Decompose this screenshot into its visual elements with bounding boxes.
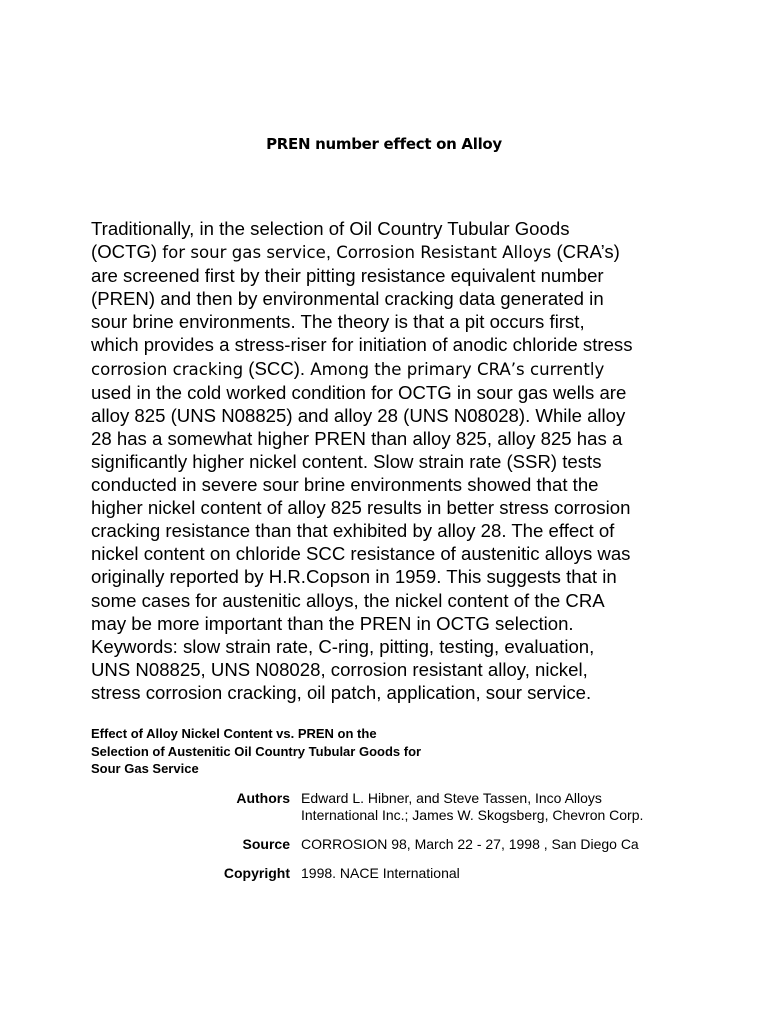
metadata-label: Authors (236, 790, 290, 806)
abstract-text-run: Among the primary CRA’s currently (310, 359, 605, 379)
abstract-text-run: (SCC). (243, 357, 311, 379)
abstract-line (91, 240, 691, 264)
abstract-text-run: corrosion cracking (91, 359, 244, 379)
abstract-text-run: , (325, 241, 337, 263)
abstract-line (91, 473, 691, 496)
abstract-text-run: conducted in severe sour brine environments showed that the (91, 474, 599, 496)
metadata-value-line: Edward L. Hibner, and Steve Tassen, Inco Alloys (301, 790, 602, 806)
metadata-row-authors (190, 790, 710, 824)
abstract-text-run: stress corrosion cracking, oil patch, application, sour service. (91, 681, 592, 703)
abstract-line (91, 658, 691, 681)
page-title: PREN number effect on Alloy (266, 135, 502, 153)
abstract-text-run: some cases for austenitic alloys, the nickel content of the CRA (91, 589, 605, 611)
abstract-text-run: originally reported by H.R.Copson in 1959. This suggests that in (91, 566, 617, 588)
metadata-value-line: CORROSION 98, March 22 - 27, 1998 , San Diego Ca (301, 836, 639, 852)
metadata-table (190, 790, 710, 882)
abstract-text-run: significantly higher nickel content. Slow strain rate (SSR) tests (91, 450, 602, 472)
abstract-text-run: (OCTG) (91, 241, 163, 263)
metadata-row-source (190, 836, 710, 853)
abstract-line (91, 381, 691, 404)
abstract-line (91, 681, 691, 704)
abstract-line (91, 519, 691, 542)
abstract-paragraph (91, 217, 691, 704)
metadata-label: Source (242, 836, 290, 852)
metadata-label: Copyright (223, 865, 290, 881)
abstract-line (91, 310, 691, 333)
paper-title (91, 725, 511, 778)
abstract-line (91, 404, 691, 427)
abstract-text-run: Traditionally, in the selection of Oil Country Tubular Goods (91, 218, 570, 239)
abstract-line (91, 264, 691, 287)
abstract-line (91, 217, 691, 240)
abstract-text-run: are screened first by their pitting resistance equivalent number (91, 265, 604, 287)
abstract-line (91, 450, 691, 473)
abstract-text-run: nickel content on chloride SCC resistance of austenitic alloys was (91, 543, 631, 565)
abstract-text-run: sour brine environments. The theory is that a pit occurs first, (91, 311, 585, 333)
abstract-text-run: for sour gas service (162, 243, 326, 263)
paper-title-line: Sour Gas Service (91, 761, 199, 776)
metadata-value-line: International Inc.; James W. Skogsberg, Chevron Corp. (301, 807, 644, 823)
abstract-text-run: cracking resistance than that exhibited by alloy 28. The effect of (91, 520, 615, 542)
abstract-line (91, 635, 691, 658)
abstract-text-run: 28 has a somewhat higher PREN than alloy 825, alloy 825 has a (91, 427, 623, 449)
abstract-line (91, 333, 691, 356)
abstract-text-run: which provides a stress-riser for initiation of anodic chloride stress (91, 334, 633, 356)
abstract-line (91, 565, 691, 588)
abstract-text-run: Keywords: slow strain rate, C-ring, pitting, testing, evaluation, (91, 635, 595, 657)
abstract-text-run: (PREN) and then by environmental cracking data generated in (91, 288, 604, 310)
metadata-row-copyright (190, 865, 710, 882)
metadata-value (301, 790, 710, 824)
paper-title-line: Effect of Alloy Nickel Content vs. PREN on the (91, 726, 377, 741)
abstract-line (91, 357, 691, 381)
abstract-line (91, 287, 691, 310)
metadata-value-line: 1998. NACE International (301, 865, 460, 881)
abstract-text-run: may be more important than the PREN in OCTG selection. (91, 612, 574, 634)
abstract-text-run: used in the cold worked condition for OCTG in sour gas wells are (91, 381, 627, 403)
abstract-line (91, 589, 691, 612)
abstract-line (91, 542, 691, 565)
metadata-value (301, 865, 710, 882)
abstract-line (91, 427, 691, 450)
abstract-line (91, 496, 691, 519)
metadata-value (301, 836, 710, 853)
paper-title-line: Selection of Austenitic Oil Country Tubular Goods for (91, 743, 422, 759)
abstract-text-run: UNS N08825, UNS N08028, corrosion resistant alloy, nickel, (91, 658, 588, 680)
abstract-text-run: Corrosion Resistant Alloys (336, 243, 552, 263)
abstract-text-run: (CRA’s) (551, 241, 620, 263)
abstract-text-run: alloy 825 (UNS N08825) and alloy 28 (UNS N08028). While alloy (91, 404, 626, 426)
abstract-text-run: higher nickel content of alloy 825 results in better stress corrosion (91, 497, 631, 519)
abstract-line (91, 612, 691, 635)
